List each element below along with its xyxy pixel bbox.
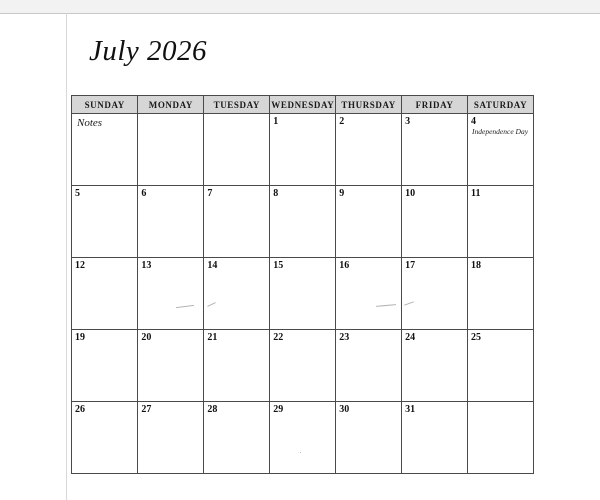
- day-number: 14: [207, 260, 218, 271]
- day-cell[interactable]: [468, 330, 534, 402]
- weekday-header-sunday: SUNDAY: [72, 96, 138, 114]
- day-cell[interactable]: [72, 258, 138, 330]
- day-number: 22: [273, 332, 284, 343]
- day-cell[interactable]: [270, 330, 336, 402]
- pencil-mark: [208, 302, 217, 307]
- day-cell[interactable]: [270, 186, 336, 258]
- calendar-week-row: [72, 186, 534, 258]
- day-number: 11: [471, 188, 481, 199]
- day-number: 18: [471, 260, 482, 271]
- day-number: 13: [141, 260, 152, 271]
- day-cell[interactable]: [402, 402, 468, 474]
- day-cell-notes[interactable]: [72, 114, 138, 186]
- day-cell[interactable]: [468, 186, 534, 258]
- day-number: 8: [273, 188, 279, 199]
- day-cell[interactable]: [72, 402, 138, 474]
- day-cell[interactable]: [336, 330, 402, 402]
- page-title: July 2026: [89, 35, 208, 67]
- calendar-sheet: [67, 13, 533, 500]
- day-cell[interactable]: [402, 330, 468, 402]
- day-event-label: Independence Day: [472, 127, 529, 136]
- scan-speck: [300, 452, 301, 453]
- day-cell[interactable]: [270, 258, 336, 330]
- day-cell-empty[interactable]: [468, 402, 534, 474]
- calendar-week-row: [72, 330, 534, 402]
- day-cell[interactable]: [270, 114, 336, 186]
- day-cell[interactable]: [336, 186, 402, 258]
- weekday-header-friday: FRIDAY: [402, 96, 468, 114]
- day-number: 9: [339, 188, 345, 199]
- day-number: 15: [273, 260, 284, 271]
- day-number: 28: [207, 404, 218, 415]
- day-number: 6: [141, 188, 147, 199]
- day-number: 30: [339, 404, 350, 415]
- day-number: 21: [207, 332, 218, 343]
- notes-label: Notes: [77, 117, 103, 129]
- day-number: 10: [405, 188, 416, 199]
- day-cell[interactable]: [336, 402, 402, 474]
- day-cell-empty[interactable]: [138, 114, 204, 186]
- weekday-header-row: [72, 96, 534, 114]
- day-number: 3: [405, 116, 411, 127]
- day-cell[interactable]: [204, 330, 270, 402]
- day-cell[interactable]: [204, 186, 270, 258]
- calendar-week-row: [72, 258, 534, 330]
- day-cell[interactable]: [204, 402, 270, 474]
- day-cell-empty[interactable]: [204, 114, 270, 186]
- day-cell[interactable]: [204, 258, 270, 330]
- weekday-header-tuesday: TUESDAY: [204, 96, 270, 114]
- day-number: 27: [141, 404, 152, 415]
- day-number: 16: [339, 260, 350, 271]
- day-cell[interactable]: [138, 330, 204, 402]
- day-cell[interactable]: [72, 186, 138, 258]
- calendar-grid: [71, 95, 534, 474]
- day-number: 29: [273, 404, 284, 415]
- day-number: 31: [405, 404, 416, 415]
- day-cell[interactable]: [270, 402, 336, 474]
- weekday-header-monday: MONDAY: [138, 96, 204, 114]
- day-number: 23: [339, 332, 350, 343]
- day-number: 2: [339, 116, 345, 127]
- day-number: 12: [75, 260, 85, 271]
- scan-top-band: [0, 0, 600, 14]
- day-number: 5: [75, 188, 80, 199]
- day-number: 1: [273, 116, 279, 127]
- day-cell[interactable]: [138, 402, 204, 474]
- day-number: 17: [405, 260, 416, 271]
- day-cell[interactable]: [72, 330, 138, 402]
- day-number: 26: [75, 404, 85, 415]
- day-cell[interactable]: [402, 186, 468, 258]
- pencil-mark: [404, 301, 414, 305]
- day-cell[interactable]: [336, 114, 402, 186]
- day-cell[interactable]: [468, 114, 534, 186]
- pencil-mark: [376, 304, 396, 307]
- day-cell[interactable]: [138, 258, 204, 330]
- weekday-header-wednesday: WEDNESDAY: [270, 96, 336, 114]
- day-number: 4: [471, 116, 477, 127]
- day-number: 20: [141, 332, 152, 343]
- day-cell[interactable]: [336, 258, 402, 330]
- day-number: 25: [471, 332, 482, 343]
- day-number: 24: [405, 332, 416, 343]
- day-cell[interactable]: [138, 186, 204, 258]
- day-number: 7: [207, 188, 213, 199]
- day-cell[interactable]: [402, 258, 468, 330]
- day-number: 19: [75, 332, 85, 343]
- calendar-week-row: [72, 114, 534, 186]
- day-cell[interactable]: [468, 258, 534, 330]
- weekday-header-saturday: SATURDAY: [468, 96, 534, 114]
- day-cell[interactable]: [402, 114, 468, 186]
- pencil-mark: [176, 305, 194, 308]
- weekday-header-thursday: THURSDAY: [336, 96, 402, 114]
- calendar-week-row: [72, 402, 534, 474]
